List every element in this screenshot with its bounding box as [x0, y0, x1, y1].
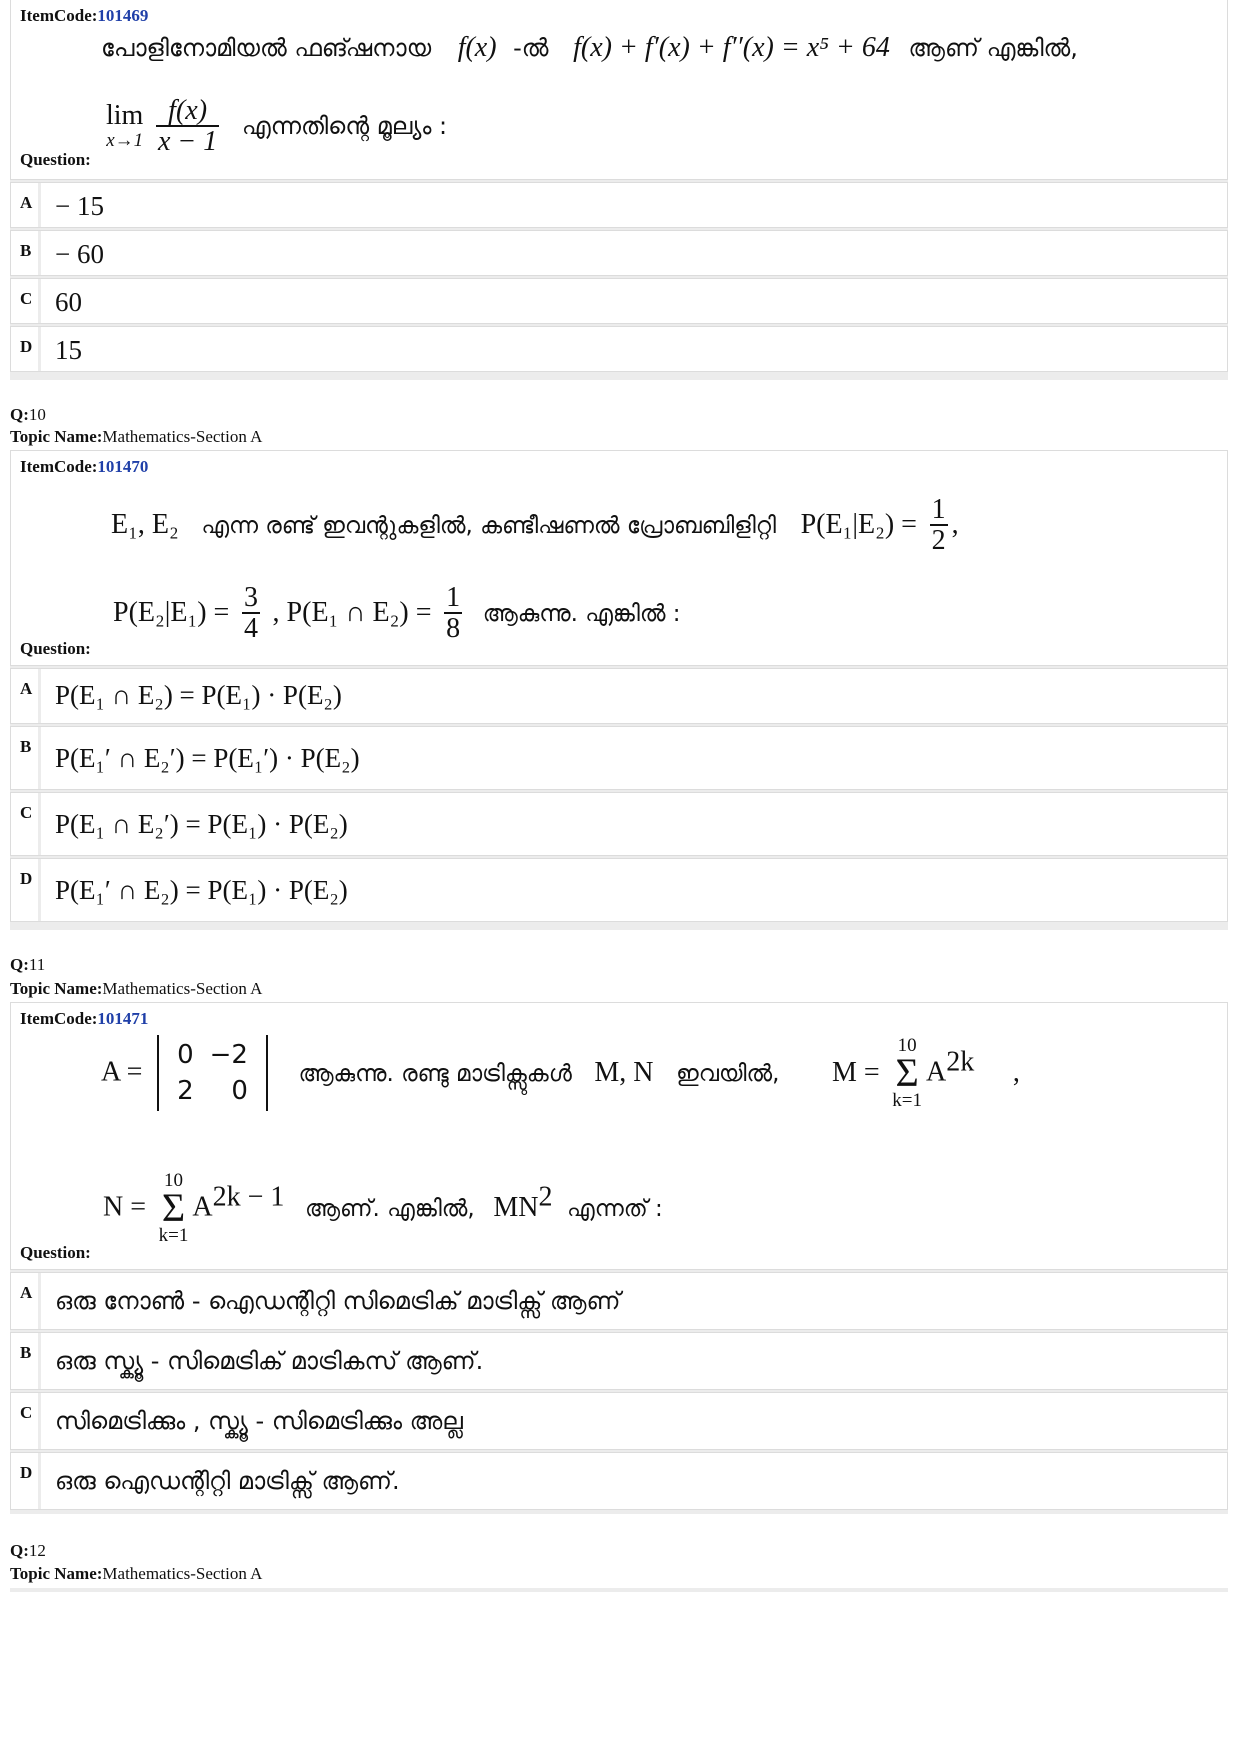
option-a[interactable]	[10, 1272, 1228, 1330]
option-a[interactable]	[10, 668, 1228, 724]
option-d[interactable]	[10, 326, 1228, 372]
topic-name: Topic Name:Mathematics-Section A	[10, 427, 263, 446]
option-key: B	[11, 1333, 41, 1389]
option-key: C	[11, 793, 41, 855]
question-number: Q:12	[10, 1541, 46, 1560]
option-key: A	[11, 669, 41, 723]
question-stem-line2: lim x→1 $\frac{f(x)}{x - 1}$ എന്നതിന്റെ മൂല്യം :	[106, 95, 448, 158]
option-d[interactable]	[10, 858, 1228, 922]
question-box	[10, 0, 1228, 180]
question-number: Q:11	[10, 955, 46, 974]
option-c[interactable]	[10, 278, 1228, 324]
matrix-a: 0 −2 2 0	[157, 1035, 268, 1111]
question-label: Question:	[20, 1243, 91, 1262]
option-text: സിമെട്രിക്കും , സ്ക്യൂ - സിമെട്രിക്കും അല്ല	[55, 1407, 463, 1435]
option-a[interactable]	[10, 182, 1228, 228]
next-card-edge	[10, 1588, 1228, 1592]
item-code: ItemCode:101469	[20, 6, 149, 25]
option-text: 60	[55, 287, 82, 317]
option-key: D	[11, 1453, 41, 1509]
question-card-101470	[10, 450, 1228, 930]
question-stem-line2: P(E₂|E₁) = $\frac{3}{4}$ , P(E₁ ∩ E₂) = $\frac{1}{8}$ ആകുന്നു. എങ്കിൽ :	[113, 582, 681, 645]
option-key: B	[11, 231, 41, 275]
question-stem-line1: പോളിനോമിയൽ ഫങ്ഷനായ f(x) -ൽ f(x) + f′(x) + f′′(x) = x⁵ + 64 ആണ് എങ്കിൽ,	[101, 32, 1078, 63]
question-stem-line1: E₁, E₂ എന്ന രണ്ട് ഇവന്റുകളിൽ, കണ്ടീഷണൽ പ്രോബബിളിറ്റി P(E₁|E₂) = $\frac{1}{2}$ ,	[111, 494, 959, 557]
option-c[interactable]	[10, 1392, 1228, 1450]
option-key: A	[11, 1273, 41, 1329]
option-text: P(E₁ ∩ E₂′) = P(E₁) · P(E₂)	[55, 809, 348, 839]
option-text: P(E₁′ ∩ E₂′) = P(E₁′) · P(E₂)	[55, 743, 360, 773]
option-text: 15	[55, 335, 82, 365]
question-card-101471	[10, 1002, 1228, 1514]
option-text: P(E₁′ ∩ E₂) = P(E₁) · P(E₂)	[55, 875, 348, 905]
option-key: A	[11, 183, 41, 227]
option-b[interactable]	[10, 1332, 1228, 1390]
option-text: P(E₁ ∩ E₂) = P(E₁) · P(E₂)	[55, 680, 342, 710]
item-code: ItemCode:101471	[20, 1009, 149, 1028]
question-stem-line1: A = 0 −2 2 0 ആകുന്നു. രണ്ടു മാട്രിക്സുകൾ M, N ഇവയിൽ, M = 10 Σ k=1 $A^{2k}$ ,	[101, 1035, 1020, 1111]
topic-name: Topic Name:Mathematics-Section A	[10, 979, 263, 998]
question-box	[10, 1002, 1228, 1270]
option-d[interactable]	[10, 1452, 1228, 1510]
option-key: D	[11, 327, 41, 371]
option-text: ഒരു നോൺ - ഐഡന്റിറ്റി സിമെട്രിക് മാട്രിക്സ് ആണ്	[55, 1287, 621, 1315]
topic-name: Topic Name:Mathematics-Section A	[10, 1564, 263, 1583]
question-card-101469	[10, 0, 1228, 380]
question-label: Question:	[20, 150, 91, 169]
option-text: − 15	[55, 191, 104, 221]
option-key: B	[11, 727, 41, 789]
question-stem-line2: N = 10 Σ k=1 $A^{2k - 1}$ ആണ്. എങ്കിൽ, $MN^2$ എന്നത് :	[103, 1170, 663, 1246]
option-text: − 60	[55, 239, 104, 269]
option-key: C	[11, 1393, 41, 1449]
option-key: C	[11, 279, 41, 323]
question-box	[10, 450, 1228, 666]
option-key: D	[11, 859, 41, 921]
option-text: ഒരു ഐഡന്റിറ്റി മാട്രിക്സ് ആണ്.	[55, 1467, 400, 1495]
option-text: ഒരു സ്ക്യൂ - സിമെട്രിക് മാട്രികസ് ആണ്.	[55, 1347, 484, 1375]
option-b[interactable]	[10, 230, 1228, 276]
question-label: Question:	[20, 639, 91, 658]
option-c[interactable]	[10, 792, 1228, 856]
item-code: ItemCode:101470	[20, 457, 149, 476]
question-number: Q:10	[10, 405, 46, 424]
option-b[interactable]	[10, 726, 1228, 790]
